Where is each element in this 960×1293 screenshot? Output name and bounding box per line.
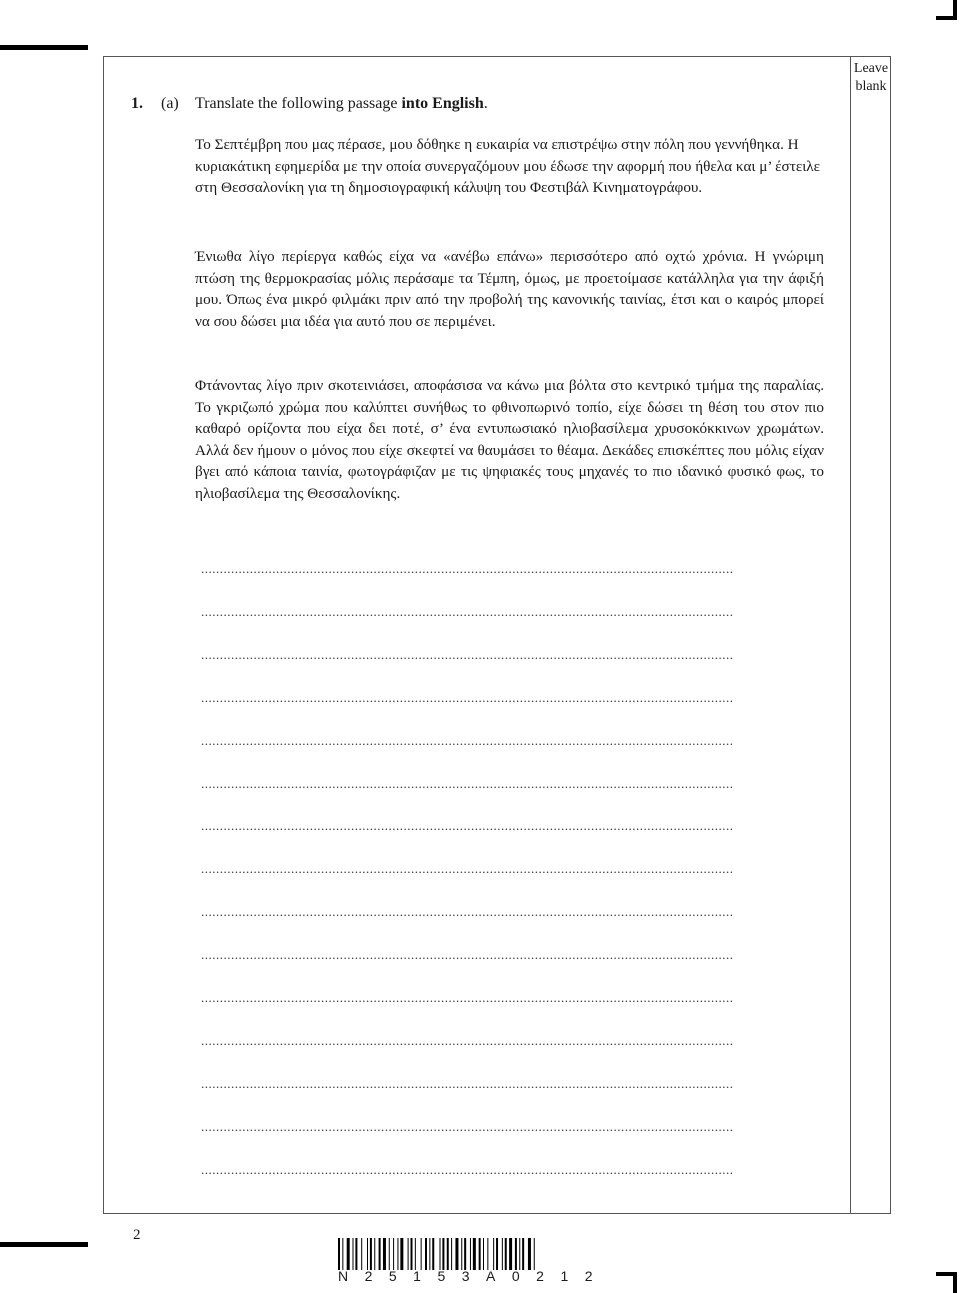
barcode-bar: [505, 1238, 507, 1270]
barcode-bar: [342, 1238, 343, 1270]
answer-line[interactable]: ..............................................................................................................................................: [201, 776, 734, 791]
answer-line[interactable]: ..............................................................................................................................................: [201, 733, 734, 748]
barcode-bar: [496, 1238, 498, 1270]
answer-line[interactable]: ..............................................................................................................................................: [201, 647, 734, 662]
barcode-bar: [455, 1238, 458, 1270]
barcode-bar: [519, 1238, 520, 1270]
answer-line[interactable]: ..............................................................................................................................................: [201, 905, 734, 920]
barcode-bar: [367, 1238, 368, 1270]
barcode-bar: [361, 1238, 362, 1270]
barcode-bar: [383, 1238, 386, 1270]
leave-blank-label: [851, 60, 891, 96]
barcode-bar: [389, 1238, 390, 1270]
barcode-bar: [429, 1238, 430, 1270]
leave-blank-line1: Leave: [853, 61, 889, 76]
answer-line[interactable]: ..............................................................................................................................................: [201, 1162, 734, 1177]
barcode-bar: [370, 1238, 372, 1270]
barcode-bar: [479, 1238, 481, 1270]
barcode-text: N25153A0212: [338, 1268, 610, 1284]
barcode-bar: [397, 1238, 398, 1270]
barcode-bar: [353, 1238, 354, 1270]
barcode-bar: [374, 1238, 375, 1270]
barcode-bar: [355, 1238, 357, 1270]
barcode-bar: [464, 1238, 466, 1270]
instruction-prefix: Translate the following passage: [195, 95, 402, 112]
barcode-bar: [415, 1238, 416, 1270]
barcode-bar: [502, 1238, 503, 1270]
answer-line[interactable]: ..............................................................................................................................................: [201, 690, 734, 705]
registration-mark-bottom-right-h: [936, 1272, 957, 1276]
answer-line[interactable]: ..............................................................................................................................................: [201, 604, 734, 619]
answer-line[interactable]: ..............................................................................................................................................: [201, 991, 734, 1005]
answer-line[interactable]: ..............................................................................................................................................: [201, 948, 734, 963]
barcode-bar: [487, 1238, 488, 1270]
barcode-bar: [379, 1238, 381, 1270]
barcode-bar: [470, 1238, 471, 1270]
barcode-bar: [515, 1238, 517, 1270]
barcode-bar: [393, 1238, 394, 1270]
barcode-bar: [483, 1238, 484, 1270]
registration-mark-bottom-left: [0, 1242, 88, 1247]
answer-line[interactable]: ..............................................................................................................................................: [201, 1033, 734, 1048]
barcode-bar: [338, 1238, 340, 1270]
question-part: (a): [161, 95, 179, 112]
answer-line[interactable]: ..............................................................................................................................................: [201, 1119, 734, 1134]
barcode-bar: [451, 1238, 452, 1270]
question-number: 1.: [131, 95, 143, 112]
question-instruction: [195, 95, 488, 113]
answer-line[interactable]: ..............................................................................................................................................: [201, 1076, 734, 1091]
barcode-bar: [425, 1238, 427, 1270]
barcode-bar: [447, 1238, 449, 1270]
barcode-bar: [440, 1238, 441, 1270]
passage-paragraph-1: Το Σεπτέμβρη που μας πέρασε, μου δόθηκε η ευκαιρία να επιστρέψω στην πόλη που γεννήθηκα. Η κυριακάτικη εφημερίδα με την οποία συνεργαζόμουν μου έδωσε την αφορμή που ήθελα και μ’ έστειλε στη Θεσσαλονίκη για τη δημοσιογραφική κάλυψη του Φεστιβάλ Κινηματογράφου.: [195, 136, 821, 197]
barcode-bar: [509, 1238, 512, 1270]
barcode-bar: [400, 1238, 403, 1270]
barcode-bar: [528, 1238, 531, 1270]
passage-paragraph-2: Ένιωθα λίγο περίεργα καθώς είχα να «ανέβω επάνω» περισσότερο από οχτώ χρόνια. Η γνώριμη πτώση της θερμοκρασίας μόλις περάσαμε τα Τέμπη, όμως, με προετοίμασε κατάλληλα για την άφιξή μου. Όπως ένα μικρό φιλμάκι πριν από την προβολή της κανονικής ταινίας, έτσι και ο καιρός μπορεί να σου δώσει μια ιδέα για αυτό που σε περιμένει.: [195, 248, 824, 330]
answer-line[interactable]: ..............................................................................................................................................: [201, 562, 734, 576]
barcode: [338, 1238, 668, 1270]
instruction-emphasis: into English: [401, 95, 484, 112]
barcode-bar: [493, 1238, 494, 1270]
leave-blank-line2: blank: [855, 79, 887, 94]
barcode-bar: [421, 1238, 422, 1270]
barcode-bar: [461, 1238, 462, 1270]
instruction-suffix: .: [483, 95, 488, 112]
barcode-bar: [442, 1238, 444, 1270]
registration-mark-top-right-h: [936, 16, 957, 20]
passage-paragraph-3: Φτάνοντας λίγο πριν σκοτεινιάσει, αποφάσισα να κάνω μια βόλτα στο κεντρικό τμήμα της παραλίας. Το γκριζωπό χρώμα που καλύπτει συνήθως το φθινοπωρινό τοπίο, είχε δώσει τη θέση του στον πιο καθαρό ορίζοντα που είχα δει ποτέ, σ’ ένα εντυπωσιακό ηλιοβασίλεμα χρυσοκόκκινων χρωμάτων. Αλλά δεν ήμουν ο μόνος που είχε σκεφτεί να θαυμάσει το θέαμα. Δεκάδες επισκέπτες που μόλις είχαν βγει από κάποια ταινία, φωτογράφιζαν με τις ψηφιακές τους μηχανές το πιο ιδανικό φυσικό φως, το ηλιοβασίλεμα της Θεσσαλονίκης.: [195, 377, 824, 502]
answer-line[interactable]: ..............................................................................................................................................: [201, 862, 734, 877]
barcode-bar: [347, 1238, 350, 1270]
barcode-bar: [408, 1238, 409, 1270]
barcode-bar: [534, 1238, 535, 1270]
registration-mark-top-left: [0, 45, 88, 50]
barcode-bar: [411, 1238, 413, 1270]
page-number: 2: [133, 1227, 141, 1243]
barcode-bar: [432, 1238, 434, 1270]
leave-blank-column-divider: [850, 56, 851, 1214]
barcode-bar: [473, 1238, 476, 1270]
answer-line[interactable]: ..............................................................................................................................................: [201, 819, 734, 834]
barcode-bar: [522, 1238, 524, 1270]
